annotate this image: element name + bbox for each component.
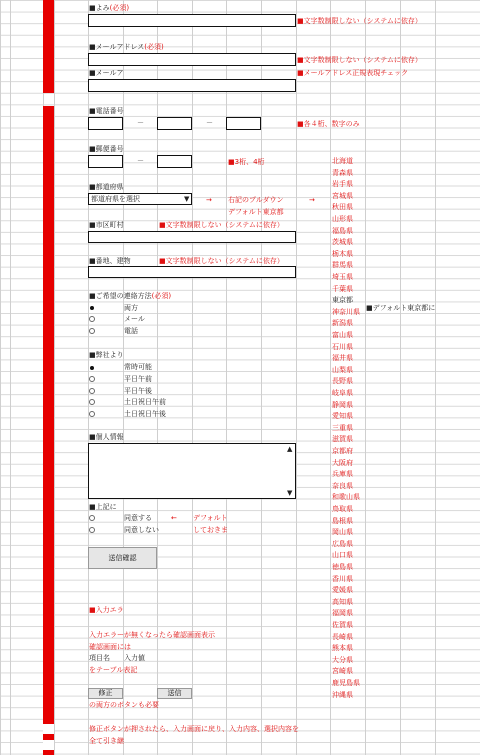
- prefecture-item: 香川県: [332, 574, 353, 583]
- scroll-down-icon[interactable]: ▼: [287, 489, 293, 497]
- phone-dash-1: －: [137, 119, 144, 127]
- consent-note: デフォルト: [193, 514, 228, 522]
- postal-label: ■郵便番号: [89, 145, 124, 153]
- weekday-option: 平日午前: [124, 375, 152, 383]
- prefecture-item: 島根県: [332, 516, 353, 525]
- phone-dash-2: －: [206, 119, 213, 127]
- reading-input[interactable]: [88, 14, 296, 27]
- prefecture-item: 神奈川県: [332, 307, 360, 316]
- prefecture-item: 山梨県: [332, 365, 353, 374]
- prefecture-item: 鹿児島県: [332, 679, 360, 687]
- weekday-option: 平日午後: [124, 387, 152, 395]
- prefecture-item: 兵庫県: [332, 470, 353, 479]
- scroll-up-icon[interactable]: ▲: [287, 445, 293, 453]
- radio-button[interactable]: [89, 515, 95, 521]
- prefecture-item: 栃木県: [332, 249, 353, 258]
- prefecture-arrow-2: →: [309, 196, 315, 204]
- address-note: ■文字数制限しない（システムに依存）: [159, 257, 284, 265]
- weekday-option: 常時可能: [124, 363, 152, 371]
- radio-button[interactable]: [89, 399, 95, 405]
- prefecture-item: 愛媛県: [332, 586, 353, 595]
- prefecture-item: 福井県: [332, 354, 353, 363]
- prefecture-item: 福岡県: [332, 609, 353, 618]
- privacy-textarea[interactable]: [88, 443, 296, 499]
- note-line: 確認画面には: [89, 643, 131, 651]
- note-line: 全て引き継: [89, 737, 124, 745]
- grid-line: [365, 0, 366, 755]
- radio-button[interactable]: [89, 316, 95, 322]
- prefecture-item: 北海道: [332, 157, 353, 165]
- consent-option: 同意しない: [124, 526, 159, 534]
- prefecture-item: 滋賀県: [332, 435, 353, 444]
- prefecture-item: 三重県: [332, 423, 353, 432]
- prefecture-item: 奈良県: [332, 481, 353, 490]
- postal-dash: －: [137, 157, 144, 165]
- grid-line: [296, 0, 297, 755]
- weekday-option: 土日祝日午前: [124, 398, 166, 406]
- prefecture-item: 京都府: [332, 447, 353, 455]
- radio-button[interactable]: [89, 411, 95, 417]
- prefecture-item: 宮崎県: [332, 667, 353, 676]
- email-note: ■文字数制限しない（システムに依存）: [297, 56, 422, 64]
- grid-line: [54, 0, 55, 755]
- address-input[interactable]: [88, 266, 296, 278]
- phone-input-2[interactable]: [157, 117, 192, 130]
- note-line: 修正ボタンが押されたら、入力画面に戻り、入力内容、選択内容を: [89, 725, 299, 733]
- prefecture-item: 長野県: [332, 377, 353, 386]
- prefecture-note: 右記のプルダウン: [228, 196, 284, 204]
- radio-button[interactable]: [89, 527, 95, 533]
- radio-selected[interactable]: [90, 306, 94, 310]
- prefecture-item: 千葉県: [332, 284, 353, 293]
- city-label: ■市区町村: [89, 221, 124, 229]
- note-item-name: 項目名: [89, 654, 110, 662]
- prefecture-item: 群馬県: [332, 261, 353, 270]
- consent-option: 同意する: [124, 514, 152, 522]
- reading-label: ■よみ(必須): [89, 4, 130, 12]
- prefecture-item: 岩手県: [332, 180, 353, 189]
- consent-label: ■上記に: [89, 503, 117, 511]
- note-line: 入力エラーが無くなったら確認画面表示: [89, 631, 215, 639]
- prefecture-item: 長崎県: [332, 632, 353, 641]
- prefecture-item: 高知県: [332, 597, 353, 606]
- prefecture-item: 秋田県: [332, 203, 353, 212]
- prefecture-select[interactable]: [88, 193, 192, 205]
- red-marker-bar: [43, 0, 54, 93]
- note-line: の両方のボタンも必要: [89, 701, 159, 709]
- prefecture-item: 富山県: [332, 331, 353, 339]
- note-input-error: ■入力エラ: [89, 606, 124, 614]
- prefecture-arrow: →: [206, 196, 212, 204]
- prefecture-item: 大阪府: [332, 458, 353, 467]
- postal-input-1[interactable]: [88, 155, 123, 168]
- default-tokyo-note: ■デフォルト東京都に: [366, 304, 436, 312]
- prefecture-item: 宮城県: [332, 191, 353, 200]
- prefecture-item: 新潟県: [332, 319, 353, 328]
- prefecture-item: 山形県: [332, 215, 353, 223]
- chevron-down-icon: ▼: [184, 195, 190, 203]
- city-note: ■文字数制限しない（システムに依存）: [159, 221, 284, 229]
- prefecture-item: 岡山県: [332, 528, 353, 537]
- prefecture-label: ■都道府県: [89, 183, 124, 191]
- prefecture-item: 熊本県: [332, 644, 353, 653]
- prefecture-item: 静岡県: [332, 400, 353, 409]
- phone-input-1[interactable]: [88, 117, 123, 130]
- radio-button[interactable]: [89, 388, 95, 394]
- marker-gap: [43, 724, 54, 734]
- contact-label: ■ご希望の連絡方法(必須): [89, 292, 172, 300]
- prefecture-item: 埼玉県: [332, 273, 353, 281]
- postal-input-2[interactable]: [157, 155, 192, 168]
- email-input[interactable]: [88, 53, 296, 66]
- weekday-option: 土日祝日午後: [124, 410, 166, 418]
- grid-line: [435, 0, 436, 755]
- grid-line: [157, 0, 158, 755]
- phone-label: ■電話番号: [89, 107, 124, 115]
- prefecture-default-note: デフォルト東京都: [228, 208, 284, 216]
- city-input[interactable]: [88, 231, 296, 243]
- address-label: ■番地、建物: [89, 257, 131, 265]
- prefecture-item: 徳島県: [332, 563, 353, 571]
- prefecture-item: 沖縄県: [332, 690, 353, 699]
- phone-note: ■各４桁、数字のみ: [297, 120, 360, 128]
- email-confirm-label: ■メールア: [89, 69, 124, 77]
- red-marker-bar: [43, 106, 54, 755]
- phone-input-3[interactable]: [226, 117, 261, 130]
- fix-button[interactable]: 修正: [88, 688, 123, 699]
- grid-line: [400, 0, 401, 755]
- prefecture-select-value: 都道府県を選択: [91, 195, 140, 203]
- privacy-label: ■個人情報: [89, 433, 124, 441]
- email-confirm-input[interactable]: [88, 79, 296, 92]
- weekday-label: ■弊社より: [89, 351, 124, 359]
- grid-line: [10, 0, 11, 755]
- contact-option: 両方: [124, 304, 138, 312]
- marker-gap: [43, 740, 54, 750]
- prefecture-item: 大分県: [332, 655, 353, 664]
- contact-option: メール: [124, 315, 145, 323]
- reading-note: ■文字数制限しない（システムに依存）: [297, 17, 422, 25]
- submit-confirm-button[interactable]: 送信確認: [88, 547, 157, 569]
- prefecture-item: 鳥取県: [332, 505, 353, 513]
- note-line: をテーブル表記: [89, 666, 138, 674]
- contact-option: 電話: [124, 327, 138, 335]
- grid-line: [261, 0, 262, 755]
- radio-selected[interactable]: [90, 366, 94, 370]
- prefecture-item: 広島県: [332, 539, 353, 548]
- prefecture-item: 茨城県: [332, 238, 353, 247]
- prefecture-item: 和歌山県: [332, 493, 360, 502]
- radio-button[interactable]: [89, 328, 95, 334]
- prefecture-item: 岐阜県: [332, 389, 353, 397]
- consent-arrow: ←: [171, 514, 177, 522]
- send-button[interactable]: 送信: [157, 688, 192, 699]
- email-label: ■メールアドレス(必須): [89, 43, 164, 51]
- prefecture-item: 福島県: [332, 226, 353, 235]
- email-confirm-note: ■メールアドレス正規表現チェック: [297, 69, 409, 77]
- prefecture-item: 愛知県: [332, 412, 353, 421]
- prefecture-item: 東京都: [332, 296, 353, 305]
- prefecture-item: 佐賀県: [332, 621, 353, 629]
- grid-line: [192, 0, 193, 755]
- prefecture-item: 山口県: [332, 551, 353, 560]
- prefecture-item: 青森県: [332, 168, 353, 177]
- postal-note: ■3桁、4桁: [228, 158, 265, 166]
- prefecture-item: 石川県: [332, 342, 353, 351]
- grid-line: [330, 0, 331, 755]
- radio-button[interactable]: [89, 376, 95, 382]
- grid-line: [226, 0, 227, 755]
- note-input-value: 入力値: [124, 654, 145, 662]
- consent-note: しておきま: [193, 526, 228, 534]
